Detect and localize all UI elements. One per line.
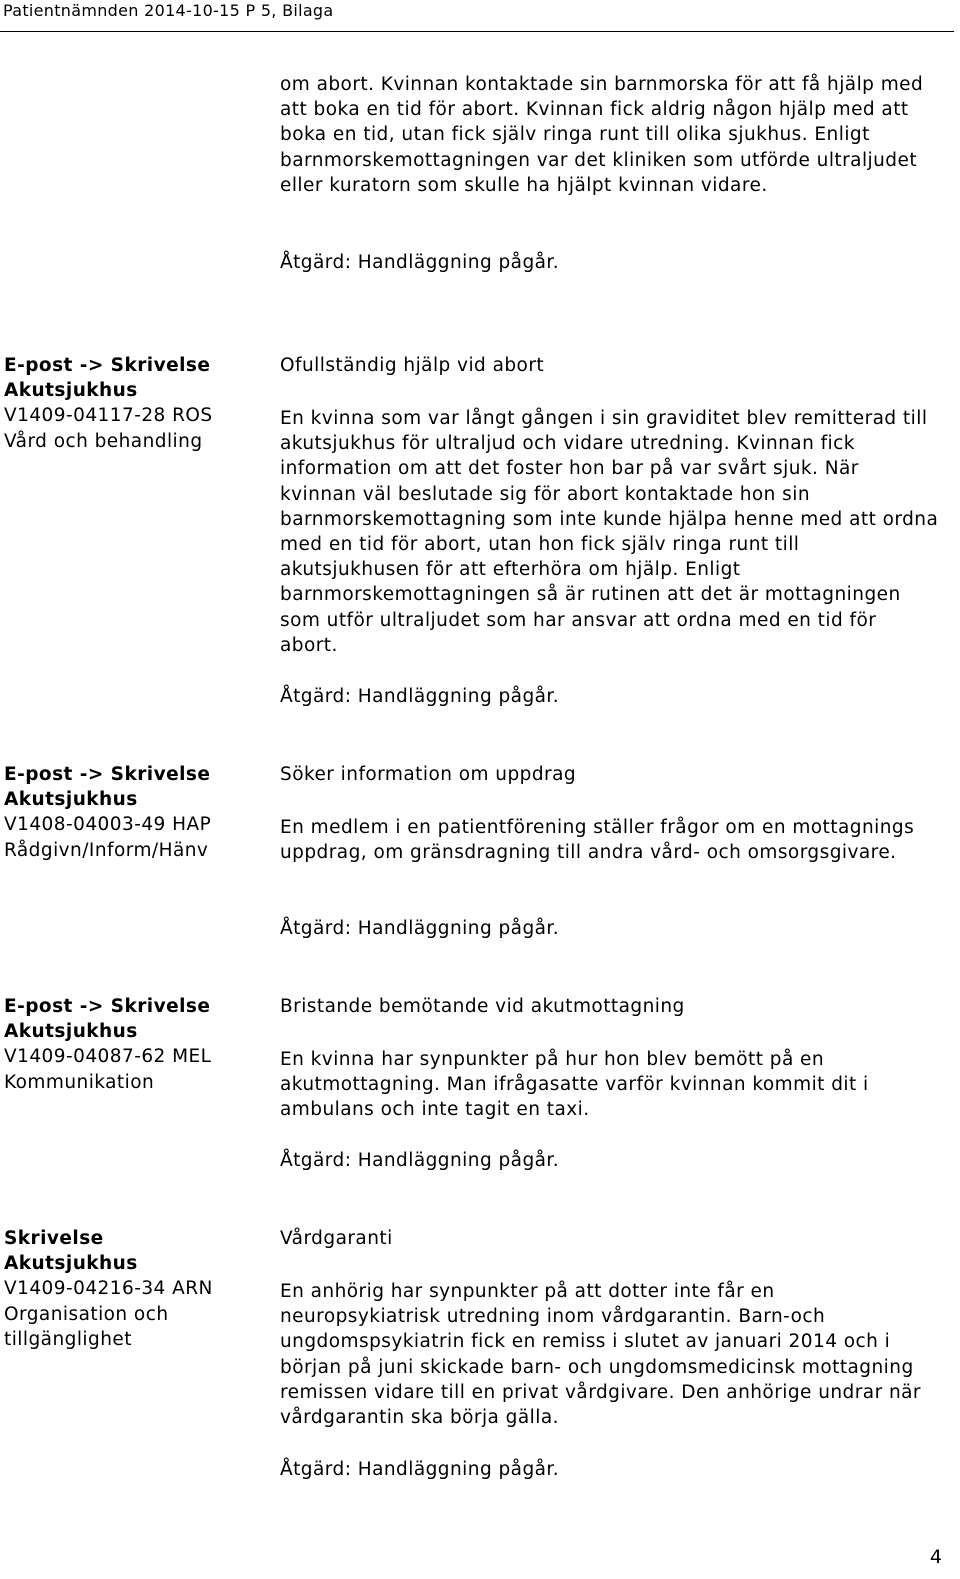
case-body: En kvinna som var långt gången i sin graviditet blev remitterad till akutsjukhus för ultraljud och vidare utredning. Kvinnan fick information om att det foster hon bar på var svårt sjuk. När kvinnan väl beslutade sig för abort kontaktade hon sin barnmorskemottagning som inte kunde hjälpa henne med att ordna med en tid för abort, utan hon fick själv ringa runt till akutsjukhusen för att efterhöra om hjälp. Enligt barnmorskemottagningen så är rutinen att det är mottagningen som utför ultraljudet som har ansvar att ordna med en tid för abort. (280, 408, 939, 656)
case-body: En kvinna har synpunkter på hur hon blev bemött på en akutmottagning. Man ifrågasatte varför kvinnan kommit dit i ambulans och inte tagit en taxi. (280, 1049, 869, 1121)
case-category: Organisation och (4, 1303, 169, 1325)
page-header-title: Patientnämnden 2014-10-15 P 5, Bilaga (3, 1, 334, 20)
case-unit: Akutsjukhus (4, 1253, 138, 1275)
header-divider (0, 31, 954, 32)
case-body: En anhörig har synpunkter på att dotter inte får en neuropsykiatrisk utredning inom vårdgarantin. Barn-och ungdomspsykiatrin fick en remiss i slutet av januari 2014 och i början på juni skickade barn- och ungdomsmedicinsk mottagning remissen vidare till en privat vårdgivare. Den anhörige undrar när vårdgarantin ska börja gälla. (280, 1281, 921, 1429)
case-meta (4, 994, 264, 1095)
case-title: Ofullständig hjälp vid abort (280, 355, 545, 376)
page-header (0, 0, 960, 33)
intro-body: om abort. Kvinnan kontaktade sin barnmorska för att få hjälp med att boka en tid för abort. Kvinnan fick aldrig någon hjälp med att boka en tid, utan fick själv ringa runt till olika sjukhus. Enligt barnmorskemottagningen var det kliniken som utförde ultraljudet eller kuratorn som skulle ha hjälpt kvinnan vidare. (280, 74, 924, 196)
case-channel: E-post -> Skrivelse (4, 355, 211, 376)
case-category: Vård och behandling (4, 430, 203, 452)
case-category: tillgänglighet (4, 1328, 132, 1350)
case-category: Rådgivn/Inform/Hänv (4, 839, 209, 861)
case-code: V1409-04216-34 ARN (4, 1278, 213, 1300)
case-meta (4, 762, 264, 863)
case-code: V1408-04003-49 HAP (4, 814, 212, 836)
case-meta (4, 353, 264, 454)
case-title: Söker information om uppdrag (280, 764, 577, 785)
case-title: Bristande bemötande vid akutmottagning (280, 996, 685, 1017)
case-category: Kommunikation (4, 1071, 155, 1093)
intro-action: Åtgärd: Handläggning pågår. (280, 252, 560, 273)
case-code: V1409-04117-28 ROS (4, 405, 213, 427)
case-code: V1409-04087-62 MEL (4, 1046, 212, 1068)
case-action: Åtgärd: Handläggning pågår. (280, 918, 560, 939)
case-unit: Akutsjukhus (4, 789, 138, 811)
case-channel: E-post -> Skrivelse (4, 764, 211, 785)
case-action: Åtgärd: Handläggning pågår. (280, 686, 560, 707)
page-number: 4 (929, 1546, 942, 1568)
case-channel: E-post -> Skrivelse (4, 996, 211, 1017)
case-meta (4, 1226, 264, 1352)
case-unit: Akutsjukhus (4, 1021, 138, 1043)
case-title: Vårdgaranti (280, 1228, 393, 1249)
case-channel: Skrivelse (4, 1228, 104, 1249)
case-unit: Akutsjukhus (4, 380, 138, 402)
case-action: Åtgärd: Handläggning pågår. (280, 1150, 560, 1171)
case-action: Åtgärd: Handläggning pågår. (280, 1459, 560, 1480)
case-body: En medlem i en patientförening ställer frågor om en mottagnings uppdrag, om gränsdragning till andra vård- och omsorgsgivare. (280, 817, 915, 864)
